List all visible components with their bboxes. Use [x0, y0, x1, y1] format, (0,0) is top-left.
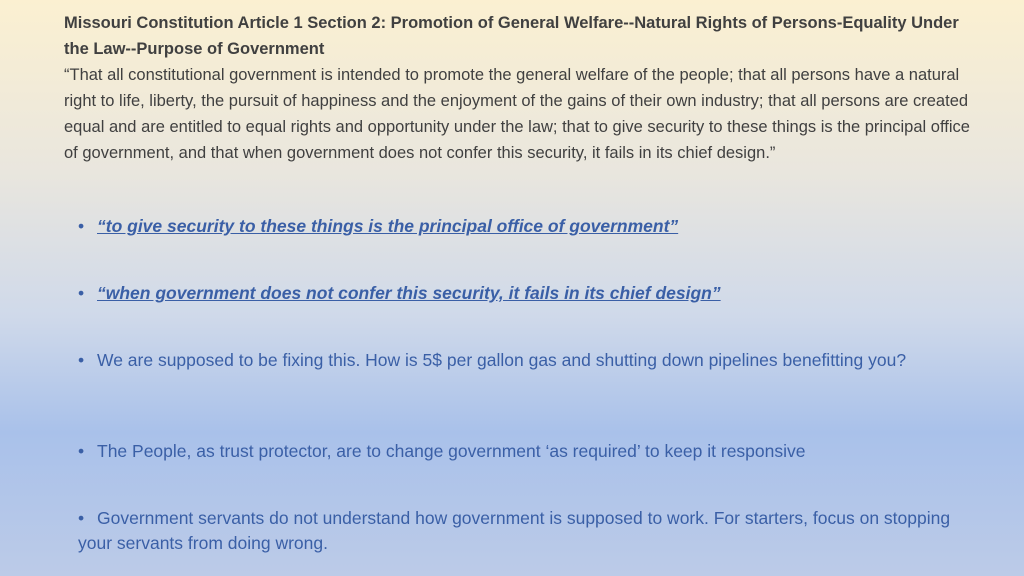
- bullet-item-trust-protector: [78, 439, 958, 464]
- bullet-dot-icon: •: [78, 216, 85, 236]
- slide-header: [64, 10, 984, 166]
- bullet-dot-icon: •: [78, 441, 85, 461]
- bullet-link-text[interactable]: “to give security to these things is the principal office of government”: [97, 216, 679, 236]
- bullet-text: Government servants do not understand how government is supposed to work. For starters, focus on stopping your servants from doing wrong.: [78, 508, 951, 553]
- bullet-item-government-servants: [78, 506, 958, 556]
- bullet-dot-icon: •: [78, 350, 85, 370]
- bullet-dot-icon: •: [78, 508, 85, 528]
- bullet-dot-icon: •: [78, 283, 85, 303]
- bullet-item-security-quote: [78, 214, 958, 239]
- constitution-quote: “That all constitutional government is intended to promote the general welfare of the people; that all persons have a natural right to life, liberty, the pursuit of happiness and the enjoyment of the gains of their own industry; that all persons are created equal and are entitled to equal rights and opportunity under the law; that to give security to these things is the principal office of government, and that when government does not confer this security, it fails in its chief design.”: [64, 66, 970, 162]
- bullet-text: The People, as trust protector, are to change government ‘as required’ to keep it responsive: [97, 441, 806, 461]
- bullet-link-text[interactable]: “when government does not confer this security, it fails in its chief design”: [97, 283, 721, 303]
- bullet-text: We are supposed to be fixing this. How is 5$ per gallon gas and shutting down pipelines benefitting you?: [97, 350, 907, 370]
- bullet-item-gas-pipelines: [78, 348, 958, 373]
- slide-title: Missouri Constitution Article 1 Section 2: Promotion of General Welfare--Natural Rights of Persons-Equality Under the Law--Purpose of Government: [64, 14, 959, 58]
- bullet-item-chief-design-quote: [78, 281, 958, 306]
